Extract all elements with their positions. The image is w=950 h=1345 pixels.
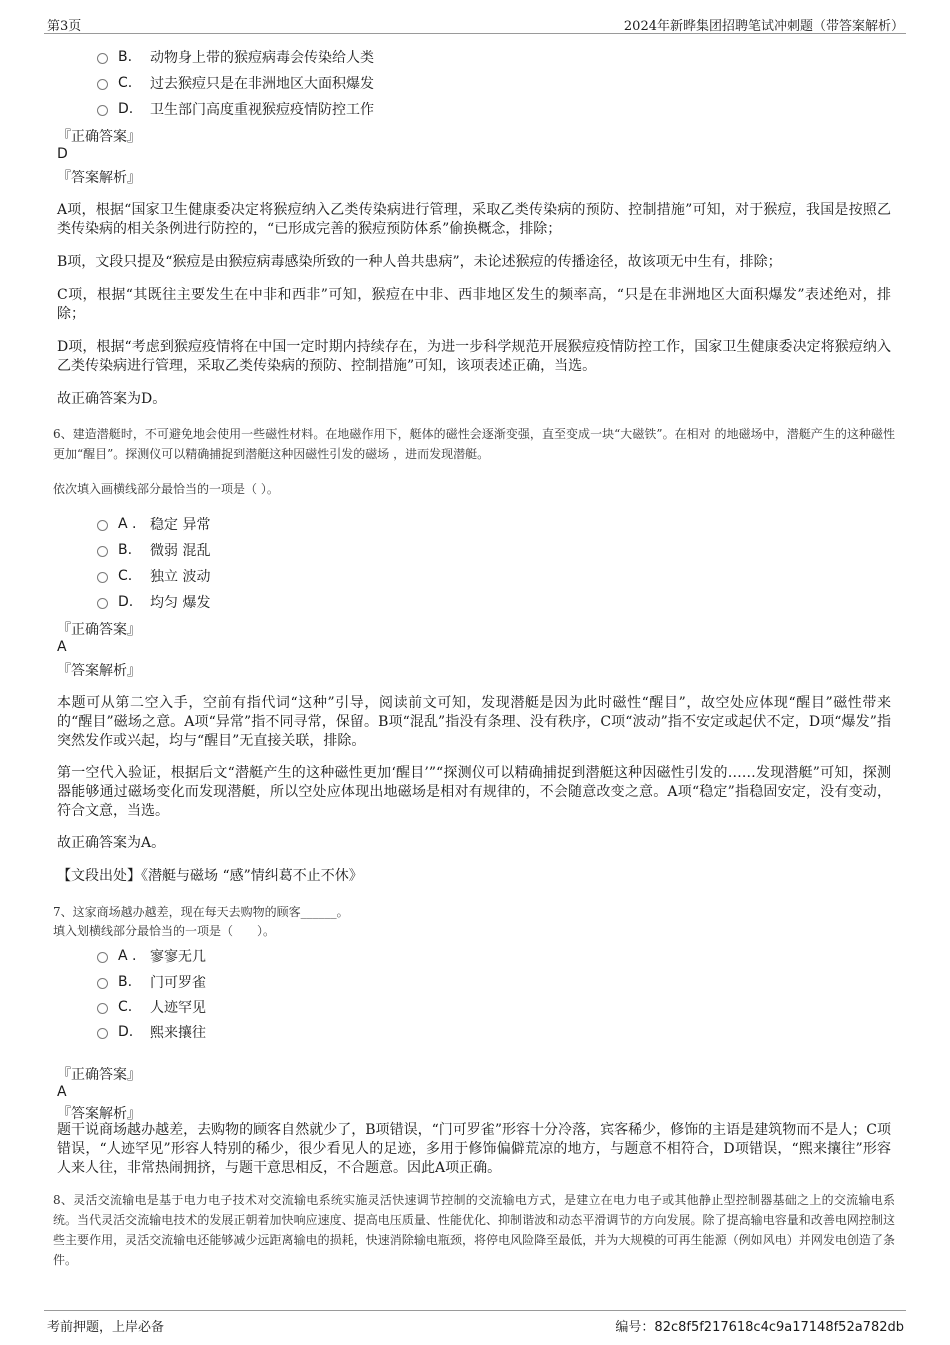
q6-analysis-1: 本题可从第二空入手，空前有指代词“这种”引导，阅读前文可知，发现潜艇是因为此时磁性“醒目”，故空处应体现“醒目”磁性带来的“醒目”磁场之意。A项“异常”指不同寻常，保留。B项“混乱”指没有条理、没有秩序，C项“波动”指不安定或起伏不定，D项“爆发”指突然发作或兴起，均与“醒目”无直接关联，排除。	[57, 695, 891, 749]
q7-stem: 7、这家商场越办越差，现在每天去购物的顾客______。	[53, 905, 349, 919]
q7-answer-label: 『正确答案』	[57, 1067, 141, 1083]
q6-stem: 6、建造潜艇时，不可避免地会使用一些磁性材料。在地磁作用下，艇体的磁性会逐渐变强，直至变成一块“大磁铁”。在相对 的地磁场中，潜艇产生的这种磁性更加“醒目”。探测仪可以精确捕捉到潜艇这种因磁性引发的磁场 ，进而发现潜艇。	[53, 427, 895, 461]
q5-option-b[interactable]: B. 动物身上带的猴痘病毒会传染给人类	[97, 47, 374, 67]
q7-option-d[interactable]: D. 熙来攘往	[97, 1022, 206, 1042]
q6-option-d[interactable]: D. 均匀 爆发	[97, 592, 210, 612]
q7-analysis: 题干说商场越办越差，去购物的顾客自然就少了，B项错误，“门可罗雀”形容十分冷落，宾客稀少，修饰的主语是建筑物而不是人；C项错误，“人迹罕见”形容人特别的稀少，很少看见人的足迹，多用于修饰偏僻荒凉的地方，与题意不相符合，D项错误，“熙来攘往”形容人来人往，非常热闹拥挤，与题干意思相反，不合题意。因此A项正确。	[57, 1122, 891, 1176]
footer-slogan: 考前押题，上岸必备	[47, 1320, 165, 1335]
q5-analysis-label: 『答案解析』	[57, 170, 141, 186]
q6-analysis-2: 第一空代入验证，根据后文“潜艇产生的这种磁性更加‘醒目’”“探测仪可以精确捕捉到潜艇这种因磁性引发的……发现潜艇”可知，探测器能够通过磁场变化而发现潜艇，所以空处应体现出地磁场是相对有规律的，不会随意改变之意。A项“稳定”指稳固安定，没有变动，符合文意，当选。	[57, 765, 891, 819]
radio-icon[interactable]	[97, 520, 108, 531]
radio-icon[interactable]	[97, 79, 108, 90]
q6-option-a[interactable]: A . 稳定 异常	[97, 514, 210, 534]
q7-analysis-label: 『答案解析』	[57, 1106, 141, 1122]
radio-icon[interactable]	[97, 1003, 108, 1014]
q5-conclusion: 故正确答案为D。	[57, 391, 167, 407]
radio-icon[interactable]	[97, 952, 108, 963]
q7-option-a[interactable]: A . 寥寥无几	[97, 946, 206, 966]
footer-code	[615, 1316, 904, 1335]
q6-answer-label: 『正确答案』	[57, 622, 141, 638]
q5-option-d[interactable]: D. 卫生部门高度重视猴痘疫情防控工作	[97, 99, 374, 119]
q6-answer: A	[57, 639, 67, 655]
q7-option-c[interactable]: C. 人迹罕见	[97, 997, 206, 1017]
footer-code-label: 编号：	[615, 1320, 655, 1335]
q7-option-b[interactable]: B. 门可罗雀	[97, 972, 206, 992]
q7-answer: A	[57, 1084, 67, 1100]
header-divider	[44, 33, 906, 34]
footer-divider	[44, 1310, 906, 1311]
q6-option-c[interactable]: C. 独立 波动	[97, 566, 210, 586]
q5-analysis-b: B项，文段只提及“猴痘是由猴痘病毒感染所致的一种人兽共患病”，未论述猴痘的传播途径，故该项无中生有，排除；	[57, 254, 782, 270]
q7-prompt: 填入划横线部分最恰当的一项是（ ）。	[53, 924, 276, 938]
radio-icon[interactable]	[97, 105, 108, 116]
radio-icon[interactable]	[97, 598, 108, 609]
document-title: 2024年新晔集团招聘笔试冲刺题（带答案解析）	[623, 19, 904, 34]
q5-option-c[interactable]: C. 过去猴痘只是在非洲地区大面积爆发	[97, 73, 374, 93]
q5-analysis-c: C项，根据“其既往主要发生在中非和西非”可知，猴痘在中非、西非地区发生的频率高，“只是在非洲地区大面积爆发”表述绝对，排除；	[57, 287, 891, 322]
q8-stem: 8、灵活交流输电是基于电力电子技术对交流输电系统实施灵活快速调节控制的交流输电方式，是建立在电力电子或其他静止型控制器基础之上的交流输电系统。当代灵活交流输电技术的发展正朝着加快响应速度、提高电压质量、性能优化、抑制谐波和动态平滑调节的方向发展。除了提高输电容量和改善电网控制这些主要作用，灵活交流输电还能够减少远距离输电的损耗，快速消除输电瓶颈，将停电风险降至最低，并为大规模的可再生能源（例如风电）并网发电创造了条件。	[53, 1193, 895, 1267]
radio-icon[interactable]	[97, 978, 108, 989]
q5-analysis-d: D项，根据“考虑到猴痘疫情将在中国一定时期内持续存在，为进一步科学规范开展猴痘疫情防控工作，国家卫生健康委决定将猴痘纳入乙类传染病进行管理，采取乙类传染病的预防、控制措施”可知，该项表述正确，当选。	[57, 339, 891, 374]
q6-source: 【文段出处】《潜艇与磁场 “感”情纠葛不止不休》	[57, 868, 363, 884]
radio-icon[interactable]	[97, 572, 108, 583]
q5-answer-label: 『正确答案』	[57, 129, 141, 145]
radio-icon[interactable]	[97, 1028, 108, 1039]
q6-option-b[interactable]: B. 微弱 混乱	[97, 540, 210, 560]
footer-code-value: 82c8f5f217618c4c9a17148f52a782db	[654, 1320, 904, 1335]
page-number: 第3页	[47, 19, 82, 34]
q5-analysis-a: A项，根据“国家卫生健康委决定将猴痘纳入乙类传染病进行管理，采取乙类传染病的预防、控制措施”可知，对于猴痘，我国是按照乙类传染病的相关条例进行防控的，“已形成完善的猴痘预防体系”偷换概念，排除；	[57, 202, 891, 237]
radio-icon[interactable]	[97, 546, 108, 557]
radio-icon[interactable]	[97, 53, 108, 64]
q6-analysis-label: 『答案解析』	[57, 663, 141, 679]
q6-conclusion: 故正确答案为A。	[57, 835, 166, 851]
q6-prompt: 依次填入画横线部分最恰当的一项是（ ）。	[53, 482, 279, 496]
q5-answer: D	[57, 146, 68, 162]
